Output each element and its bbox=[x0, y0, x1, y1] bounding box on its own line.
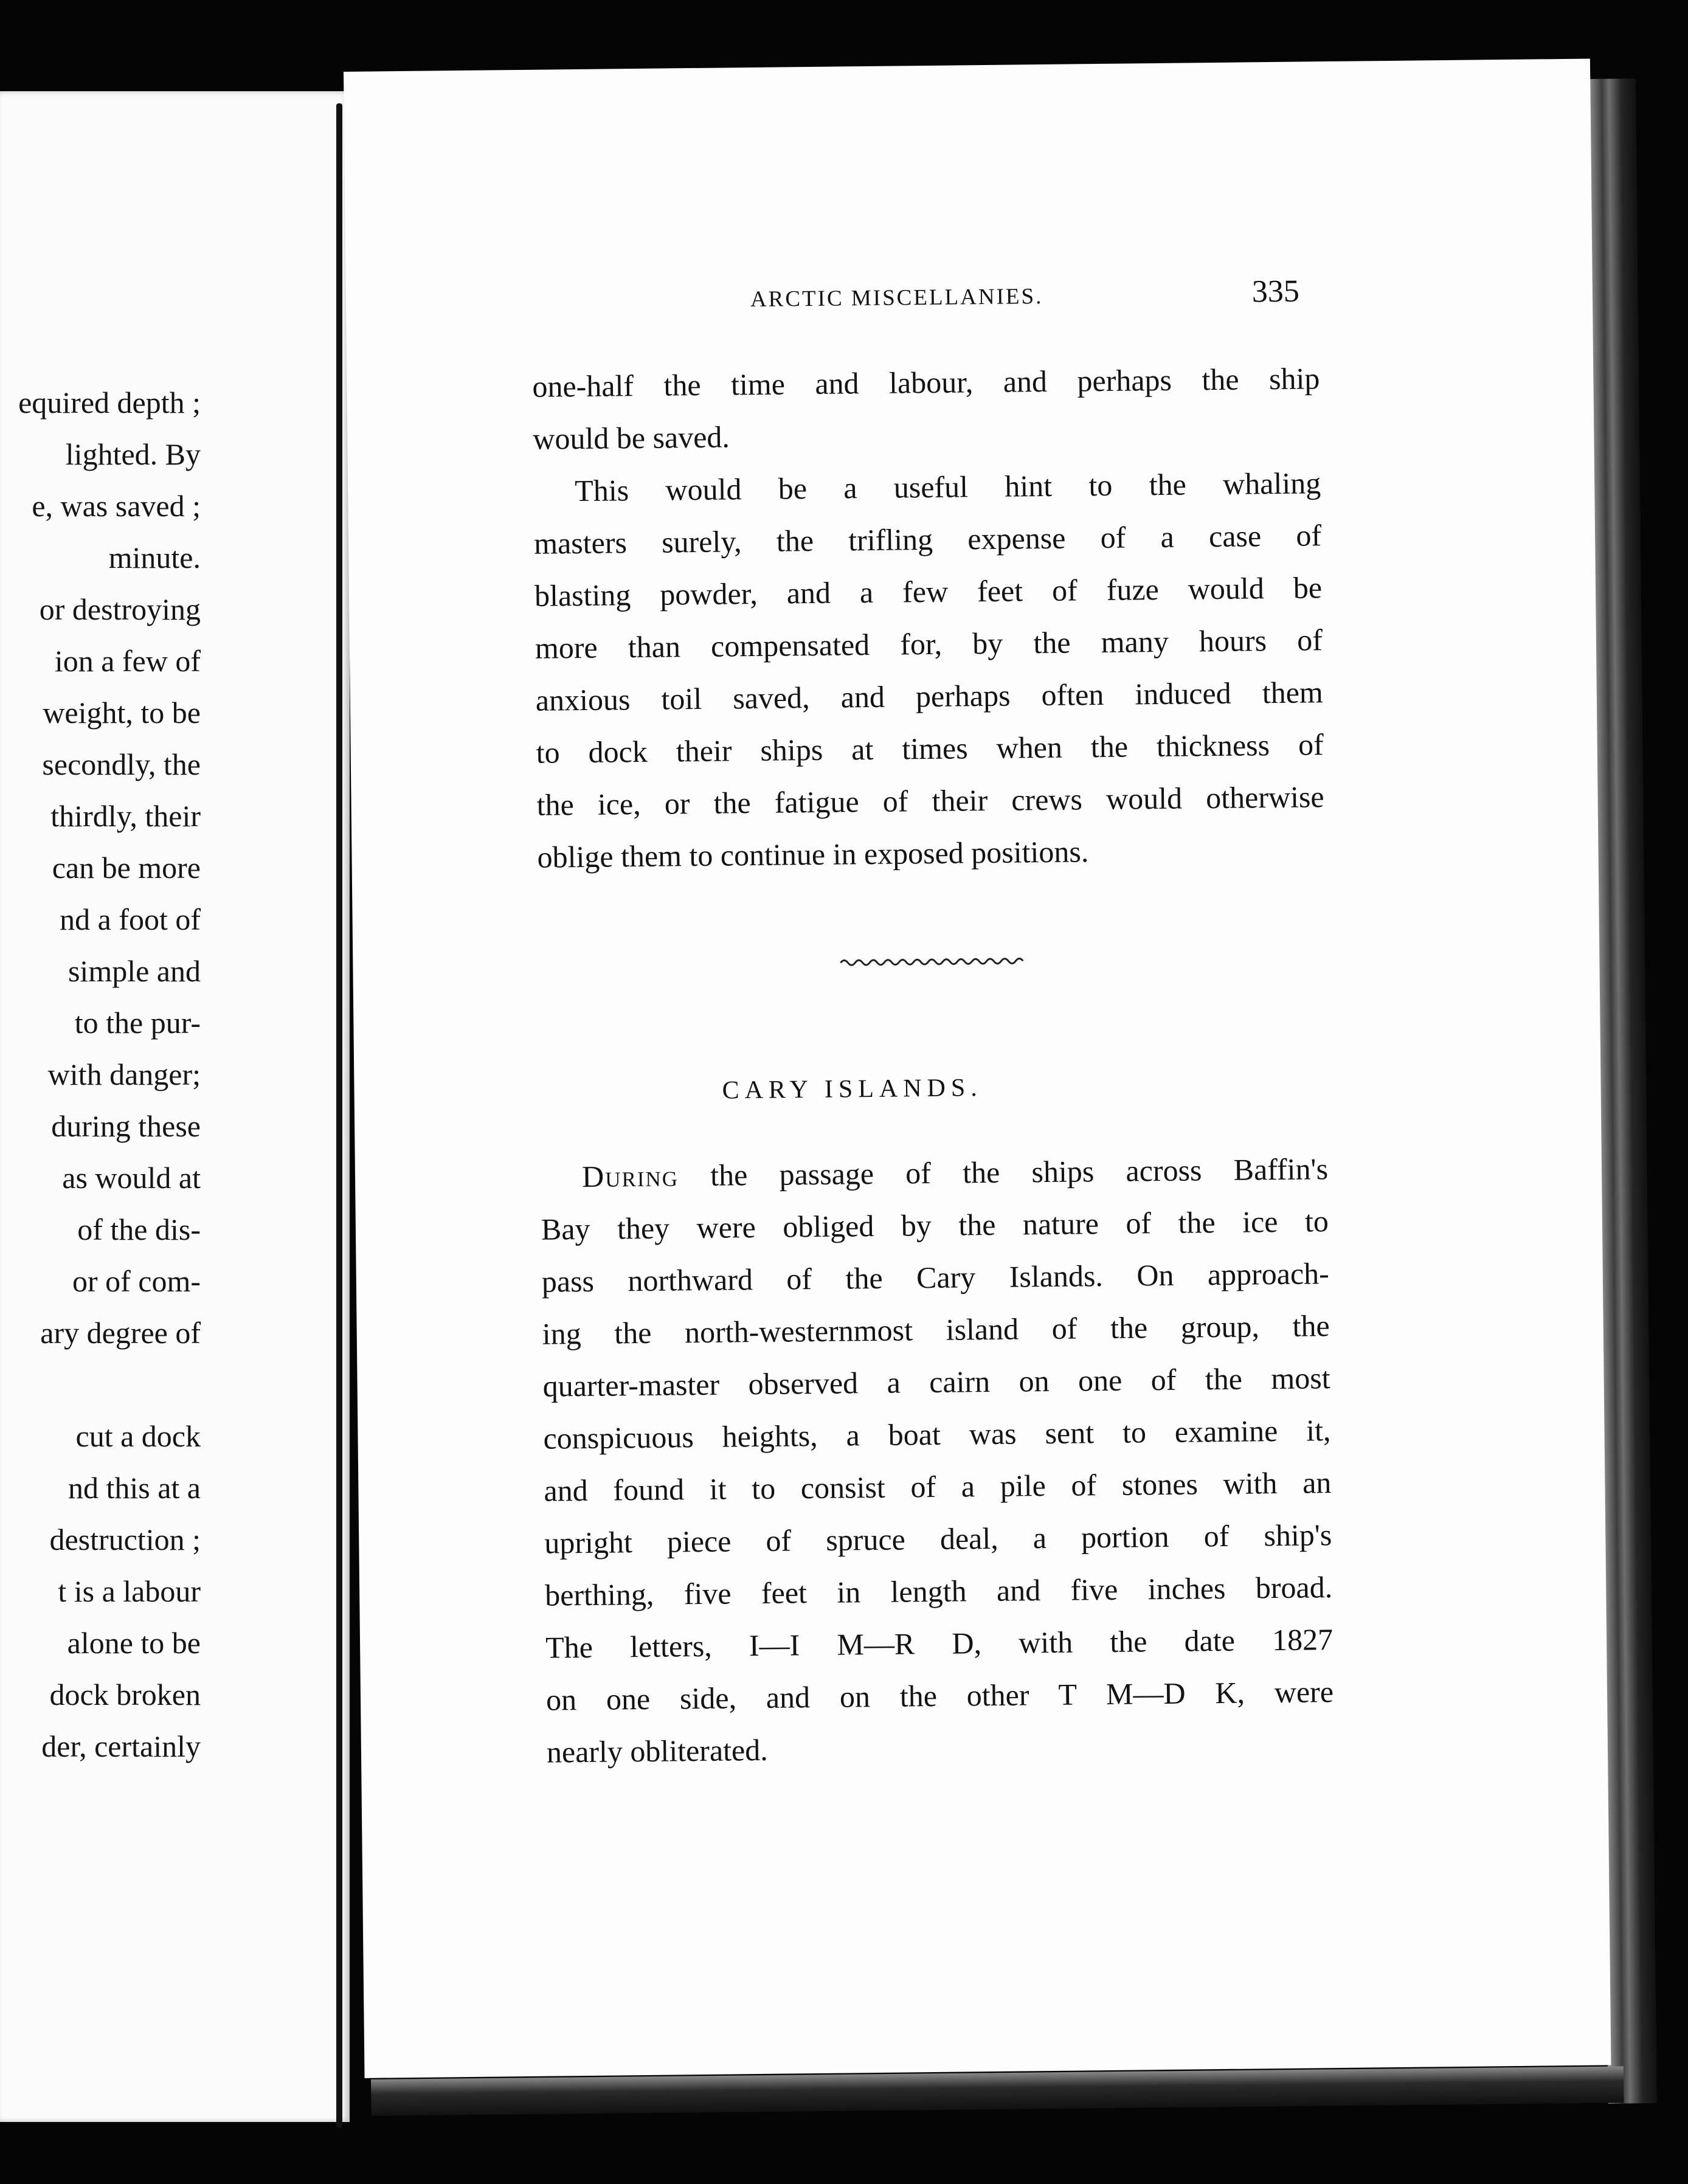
page-number: 335 bbox=[1251, 274, 1300, 309]
left-line: thirdly, their bbox=[50, 799, 201, 833]
text-line: the ice, or the fatigue of their crews would otherwise bbox=[536, 779, 1324, 822]
text-line: The letters, I—I M—R D, with the date 1827 bbox=[545, 1622, 1333, 1665]
book-gutter bbox=[336, 103, 342, 2128]
left-line: secondly, the bbox=[42, 747, 201, 781]
decorative-rule bbox=[839, 953, 1028, 970]
left-line: with danger; bbox=[47, 1057, 201, 1091]
text-line: conspicuous heights, a boat was sent to examine it, bbox=[543, 1413, 1331, 1456]
left-line: to the pur- bbox=[74, 1006, 201, 1040]
text-line: blasting powder, and a few feet of fuze would be bbox=[534, 570, 1323, 613]
text-line: upright piece of spruce deal, a portion of ship's bbox=[544, 1518, 1332, 1560]
text-line: quarter-master observed a cairn on one of the most bbox=[542, 1361, 1330, 1403]
left-line: ary degree of bbox=[40, 1316, 201, 1350]
running-header: ARCTIC MISCELLANIES. bbox=[750, 283, 1043, 313]
text-line: more than compensated for, by the many hours of bbox=[534, 623, 1323, 665]
text-line: berthing, five feet in length and five inches broad. bbox=[544, 1570, 1333, 1612]
left-line: during these bbox=[51, 1109, 201, 1143]
left-line: of the dis- bbox=[77, 1212, 201, 1246]
text-line: This would be a useful hint to the whaling bbox=[574, 466, 1321, 508]
left-page-text bbox=[0, 377, 201, 1772]
left-line: minute. bbox=[108, 541, 201, 575]
left-line: or of com- bbox=[72, 1264, 201, 1298]
text-line: ing the north-westernmost island of the group, the bbox=[542, 1308, 1330, 1351]
left-line bbox=[0, 1359, 201, 1411]
left-page bbox=[0, 91, 350, 2122]
left-line: lighted. By bbox=[65, 437, 201, 471]
left-line: simple and bbox=[67, 954, 201, 988]
text-line: pass northward of the Cary Islands. On approach- bbox=[541, 1256, 1330, 1299]
left-line: e, was saved ; bbox=[32, 489, 201, 523]
left-line: equired depth ; bbox=[18, 385, 201, 420]
text-line: one-half the time and labour, and perhaps the ship bbox=[532, 361, 1320, 404]
text-line: on one side, and on the other T M—D K, were bbox=[545, 1674, 1334, 1717]
text-line: anxious toil saved, and perhaps often induced them bbox=[535, 675, 1324, 717]
left-line: as would at bbox=[62, 1161, 201, 1195]
left-line: weight, to be bbox=[43, 696, 201, 730]
top-text-block bbox=[532, 352, 1325, 883]
text-line: Bay they were obliged by the nature of the ice to bbox=[541, 1204, 1329, 1246]
lead-word: During bbox=[581, 1158, 679, 1194]
text-line: to dock their ships at times when the thickness of bbox=[536, 727, 1324, 770]
left-line: cut a dock bbox=[75, 1419, 201, 1453]
text-line: nearly obliterated. bbox=[546, 1732, 768, 1769]
section-text-block bbox=[541, 1142, 1335, 1778]
left-line: destruction ; bbox=[49, 1522, 201, 1557]
left-line: ion a few of bbox=[54, 644, 201, 678]
left-line: nd this at a bbox=[67, 1471, 201, 1505]
text-line: and found it to consist of a pile of stones with an bbox=[544, 1465, 1332, 1508]
text-line: masters surely, the trifling expense of a case of bbox=[533, 518, 1322, 561]
left-line: can be more bbox=[52, 851, 201, 885]
left-line: t is a labour bbox=[58, 1574, 201, 1608]
right-page bbox=[344, 59, 1611, 2078]
text-line-rest: the passage of the ships across Baffin's bbox=[678, 1152, 1329, 1193]
text-line: would be saved. bbox=[533, 420, 730, 456]
left-line: der, certainly bbox=[41, 1729, 201, 1763]
text-line: oblige them to continue in exposed positions. bbox=[537, 834, 1089, 874]
section-title: CARY ISLANDS. bbox=[722, 1074, 983, 1105]
left-line: nd a foot of bbox=[60, 902, 201, 936]
text-line bbox=[541, 1142, 1329, 1203]
left-line: or destroying bbox=[39, 592, 201, 626]
left-line: dock broken bbox=[49, 1678, 201, 1712]
left-line: alone to be bbox=[67, 1626, 201, 1660]
